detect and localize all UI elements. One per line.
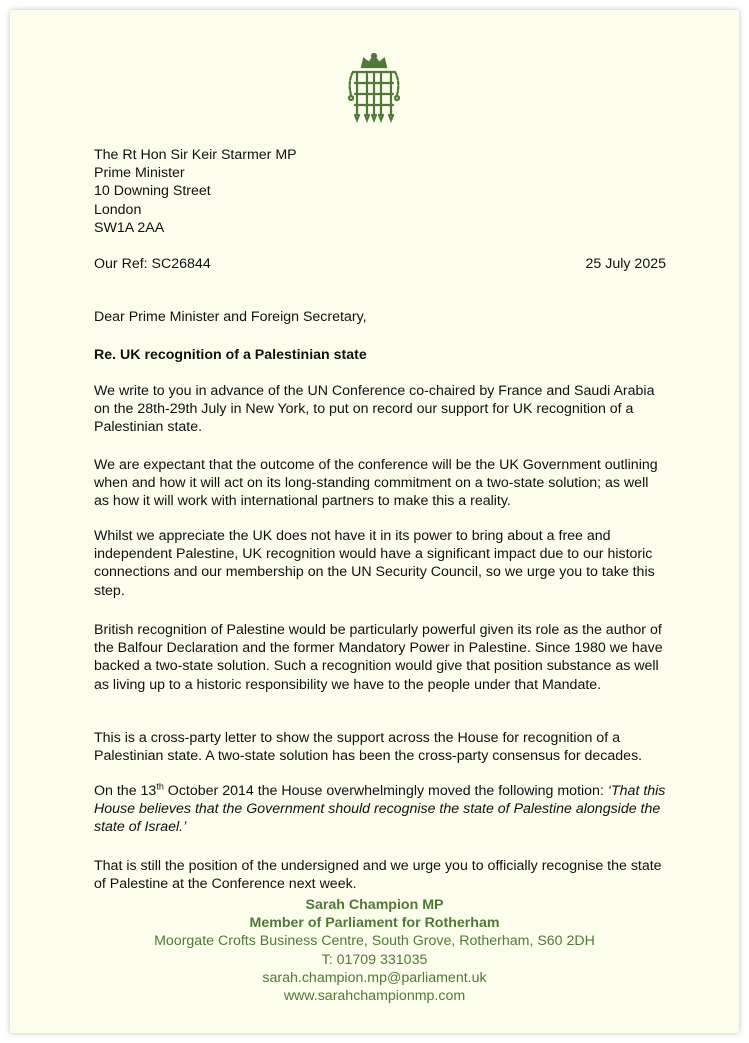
- letter-date: 25 July 2025: [585, 256, 666, 272]
- our-reference: Our Ref: SC26844: [94, 256, 211, 272]
- paragraph-4: British recognition of Palestine would be particularly powerful given its role as the author of the Balfour Declaration and the former Mandatory Power in Palestine. Since 1980 we have backed a two-state solution. Such a recognition would give that position substance as well as living up to a historic responsibility we have to the people under that Mandate.: [94, 622, 663, 693]
- paragraph-7: That is still the position of the undersigned and we urge you to officially recognise the state of Palestine at the Conference next week.: [94, 858, 662, 893]
- letter-page: [10, 10, 739, 1033]
- greeting: Dear Prime Minister and Foreign Secretary,: [94, 309, 367, 325]
- motion-date-prefix: On the 13: [94, 783, 157, 799]
- paragraph-5: This is a cross-party letter to show the support across the House for recognition of a Palestinian state. A two-state solution has been the cross-party consensus for decades.: [94, 730, 643, 765]
- paragraph-3: Whilst we appreciate the UK does not have it in its power to bring about a free and independent Palestine, UK recognition would have a significant impact due to our historic connections and our membership on the UN Security Council, so we urge you to take this step.: [94, 528, 655, 599]
- address-line: London: [94, 201, 142, 218]
- reference-row: [94, 255, 666, 273]
- email-address: sarah.champion.mp@parliament.uk: [262, 969, 487, 986]
- paragraph-1: We write to you in advance of the UN Conference co-chaired by France and Saudi Arabia on the 28th-29th July in New York, to put on record our support for UK recognition of a Palestinian state.: [94, 383, 655, 436]
- portcullis-crest-icon: [347, 53, 401, 127]
- phone-number: T: 01709 331035: [321, 951, 428, 968]
- ordinal-suffix: th: [156, 781, 164, 792]
- motion-intro: October 2014 the House overwhelmingly moved the following motion:: [163, 783, 608, 799]
- signature-block: [10, 896, 739, 1005]
- signatory-title: Member of Parliament for Rotherham: [249, 915, 500, 932]
- website-address: www.sarahchampionmp.com: [283, 988, 466, 1005]
- address-line: SW1A 2AA: [94, 219, 165, 236]
- address-line: The Rt Hon Sir Keir Starmer MP: [94, 147, 297, 163]
- motion-quote: ‘That this House believes that the Government should recognise the state of Palestine alongside the state of Israel.’: [94, 783, 666, 836]
- address-line: 10 Downing Street: [94, 183, 211, 200]
- recipient-address: [94, 146, 666, 237]
- paragraph-6: [94, 782, 666, 837]
- subject-line: Re. UK recognition of a Palestinian state: [94, 347, 367, 363]
- paragraph-2: We are expectant that the outcome of the conference will be the UK Government outlining when and how it will act on its long-standing commitment on a two-state solution; as well as how it will work with international partners to make this a reality.: [94, 457, 658, 510]
- office-address: Moorgate Crofts Business Centre, South Grove, Rotherham, S60 2DH: [154, 933, 595, 950]
- address-line: Prime Minister: [94, 165, 185, 182]
- signatory-name: Sarah Champion MP: [305, 897, 444, 913]
